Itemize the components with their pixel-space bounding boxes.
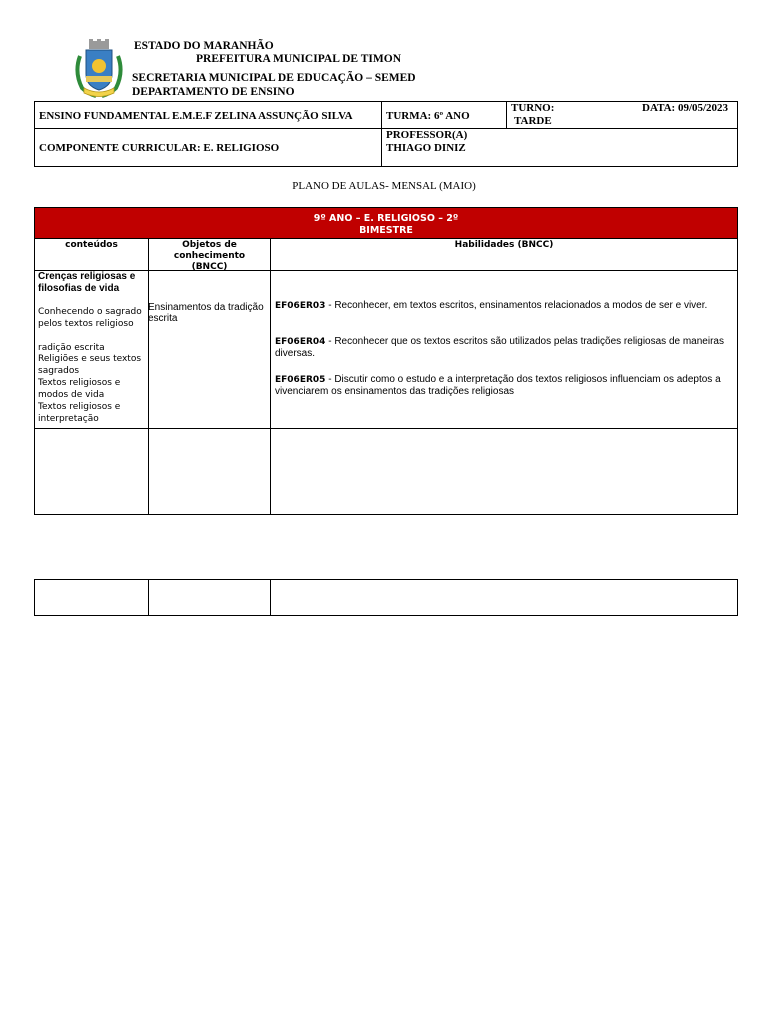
- empty-cell: [34, 579, 149, 616]
- empty-cell: [34, 428, 149, 515]
- school-cell: [34, 101, 382, 129]
- col-header-objects-cell: [148, 238, 271, 271]
- col-header-objects: Objetos de conhecimento (BNCC): [173, 240, 246, 272]
- col-header-contents-cell: [34, 238, 149, 271]
- skill-code: EF06ER03: [275, 301, 326, 311]
- empty-cell: [148, 428, 271, 515]
- professor-cell: [381, 128, 738, 167]
- skill-text: - Reconhecer que os textos escritos são utilizados pelas tradições religiosas de maneiras diversas.: [275, 336, 724, 359]
- header-secretariat: SECRETARIA MUNICIPAL DE EDUCAÇÃO – SEMED: [132, 72, 416, 84]
- empty-cell: [270, 579, 738, 616]
- date-value: DATA: 09/05/2023: [642, 102, 729, 114]
- skill-code: EF06ER04: [275, 337, 326, 347]
- grade-subject-header: [34, 207, 738, 239]
- skill-text: - Reconhecer, em textos escritos, ensinamentos relacionados a modos de ser e viver.: [325, 300, 708, 311]
- contents-item-4: Textos religiosos e modos de vida: [38, 378, 121, 400]
- contents-item-5: Textos religiosos e interpretação: [38, 402, 121, 424]
- grade-subject-line1: 9º ANO – E. RELIGIOSO – 2º: [313, 213, 459, 224]
- empty-cell: [270, 428, 738, 515]
- turma-cell: [381, 101, 507, 129]
- skill-text: - Discutir como o estudo e a interpretação dos textos religiosos influenciam os adeptos a vivenciarem os ensinamentos das tradições religiosas: [275, 374, 721, 397]
- municipal-crest-logo: [72, 38, 126, 100]
- turno-value: TARDE: [514, 115, 552, 127]
- professor-name: THIAGO DINIZ: [386, 142, 466, 154]
- header-state: ESTADO DO MARANHÃO: [134, 40, 274, 52]
- grade-subject-line2: BIMESTRE: [359, 225, 413, 236]
- school-name: ENSINO FUNDAMENTAL E.M.E.F ZELINA ASSUNÇÃO SILVA: [39, 110, 353, 122]
- object-item: Ensinamentos da tradição escrita: [148, 302, 264, 324]
- turno-data-cell: [506, 101, 738, 129]
- skill-ef06er03: [275, 300, 730, 312]
- professor-label: PROFESSOR(A): [386, 129, 468, 141]
- skill-ef06er04: [275, 336, 730, 360]
- plan-title: PLANO DE AULAS- MENSAL (MAIO): [292, 180, 476, 192]
- contents-item-1: Conhecendo o sagrado pelos textos religioso: [38, 307, 142, 329]
- col-header-skills-cell: [270, 238, 738, 271]
- turma-value: TURMA: 6º ANO: [386, 110, 470, 122]
- component-value: COMPONENTE CURRICULAR: E. RELIGIOSO: [39, 142, 280, 154]
- turno-label: TURNO:: [511, 102, 555, 114]
- skill-ef06er05: [275, 374, 730, 398]
- header-department: DEPARTAMENTO DE ENSINO: [132, 86, 295, 98]
- contents-item-3: Religiões e seus textos sagrados: [38, 354, 142, 376]
- objects-cell: [148, 270, 271, 429]
- col-header-contents: conteúdos: [65, 240, 118, 250]
- col-header-skills: Habilidades (BNCC): [454, 240, 554, 250]
- header-prefecture: PREFEITURA MUNICIPAL DE TIMON: [196, 53, 401, 65]
- skill-code: EF06ER05: [275, 375, 326, 385]
- contents-title: Crenças religiosas e filosofias de vida: [38, 271, 136, 294]
- contents-item-2: radição escrita: [38, 343, 105, 353]
- contents-cell: [34, 270, 149, 429]
- empty-cell: [148, 579, 271, 616]
- skills-cell: [270, 270, 738, 429]
- component-cell: [34, 128, 382, 167]
